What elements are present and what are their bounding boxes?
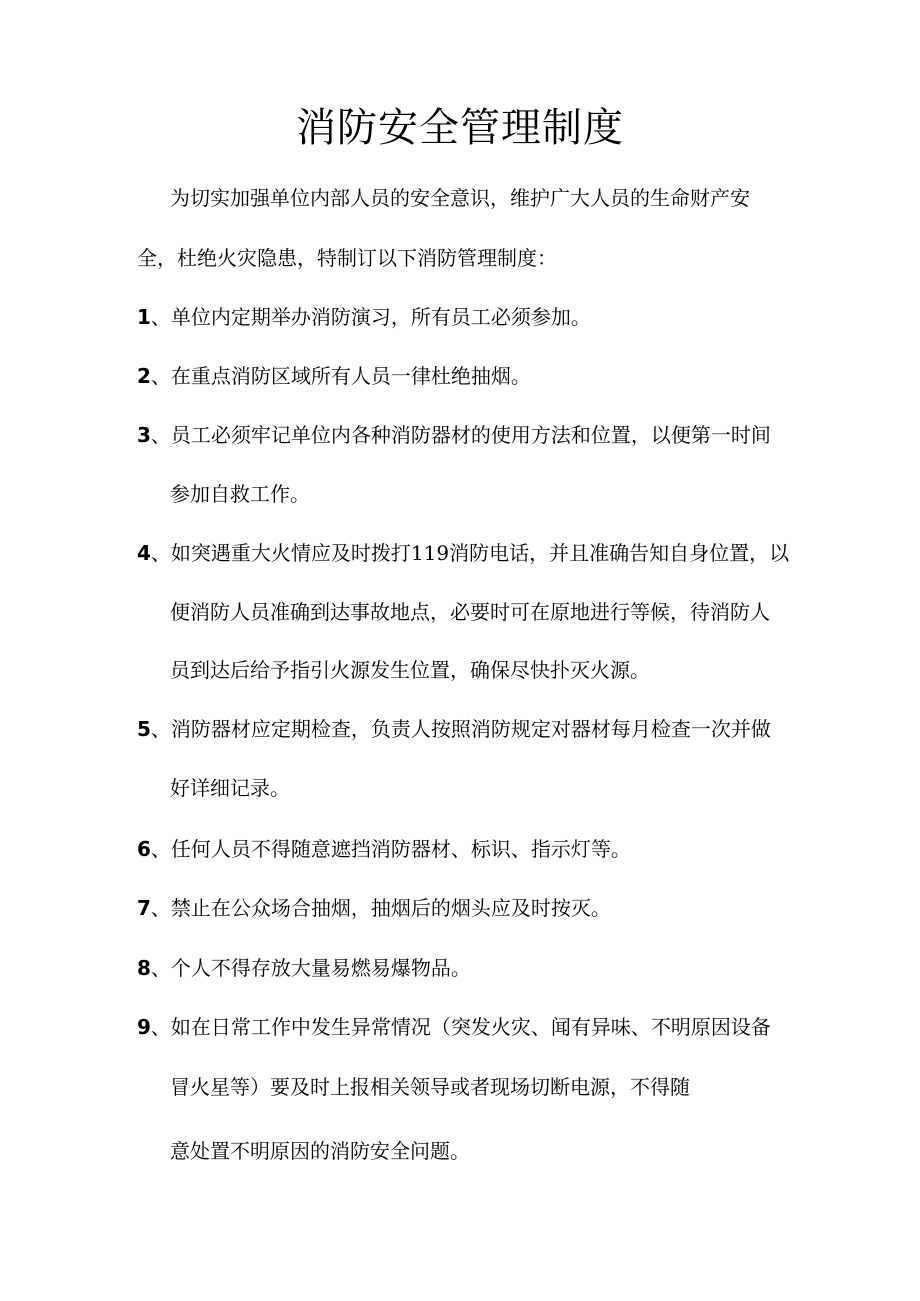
rule-number: 1 <box>137 305 151 329</box>
rule-item-3 <box>137 420 771 450</box>
rule-number: 3 <box>137 423 151 447</box>
rule-item-8 <box>137 953 471 983</box>
rule-number: 9 <box>137 1015 151 1039</box>
rule-text: 、如突遇重大火情应及时拨打119消防电话，并且准确告知自身位置，以 <box>150 541 790 565</box>
rule-text-continuation: 意处置不明原因的消防安全问题。 <box>170 1139 470 1163</box>
rule-text: 、如在日常工作中发生异常情况（突发火灾、闻有异味、不明原因设备 <box>150 1015 771 1039</box>
intro-line-2: 全，杜绝火灾隐患，特制订以下消防管理制度： <box>137 246 557 270</box>
rule-number: 4 <box>137 541 151 565</box>
rule-text: 、禁止在公众场合抽烟，抽烟后的烟头应及时按灭。 <box>150 896 611 920</box>
intro-line-1: 为切实加强单位内部人员的安全意识，维护广大人员的生命财产安 <box>170 186 750 210</box>
rule-item-6 <box>137 834 631 864</box>
rule-item-4 <box>137 538 789 568</box>
rule-number: 7 <box>137 896 151 920</box>
rule-item-9 <box>137 1012 771 1042</box>
document-title: 消防安全管理制度 <box>296 105 624 151</box>
rule-item-2 <box>137 361 531 391</box>
rule-text-continuation: 好详细记录。 <box>170 776 290 800</box>
rule-number: 5 <box>137 717 151 741</box>
rule-text-continuation: 便消防人员准确到达事故地点，必要时可在原地进行等候，待消防人 <box>170 600 770 624</box>
rule-text-continuation: 冒火星等）要及时上报相关领导或者现场切断电源，不得随 <box>170 1075 690 1099</box>
rule-number: 8 <box>137 956 151 980</box>
rule-text: 、任何人员不得随意遮挡消防器材、标识、指示灯等。 <box>150 837 631 861</box>
rule-number: 6 <box>137 837 151 861</box>
rule-item-5 <box>137 714 771 744</box>
rule-text: 、单位内定期举办消防演习，所有员工必须参加。 <box>150 305 591 329</box>
rule-text: 、在重点消防区域所有人员一律杜绝抽烟。 <box>150 364 531 388</box>
rule-text-continuation: 参加自救工作。 <box>170 482 310 506</box>
rule-text: 、消防器材应定期检查，负责人按照消防规定对器材每月检查一次并做 <box>150 717 771 741</box>
rule-item-1 <box>137 302 591 332</box>
rule-text-continuation: 员到达后给予指引火源发生位置，确保尽快扑灭火源。 <box>170 658 650 682</box>
rule-text: 、个人不得存放大量易燃易爆物品。 <box>150 956 471 980</box>
rule-item-7 <box>137 893 611 923</box>
rule-text: 、员工必须牢记单位内各种消防器材的使用方法和位置，以便第一时间 <box>150 423 771 447</box>
rule-number: 2 <box>137 364 151 388</box>
